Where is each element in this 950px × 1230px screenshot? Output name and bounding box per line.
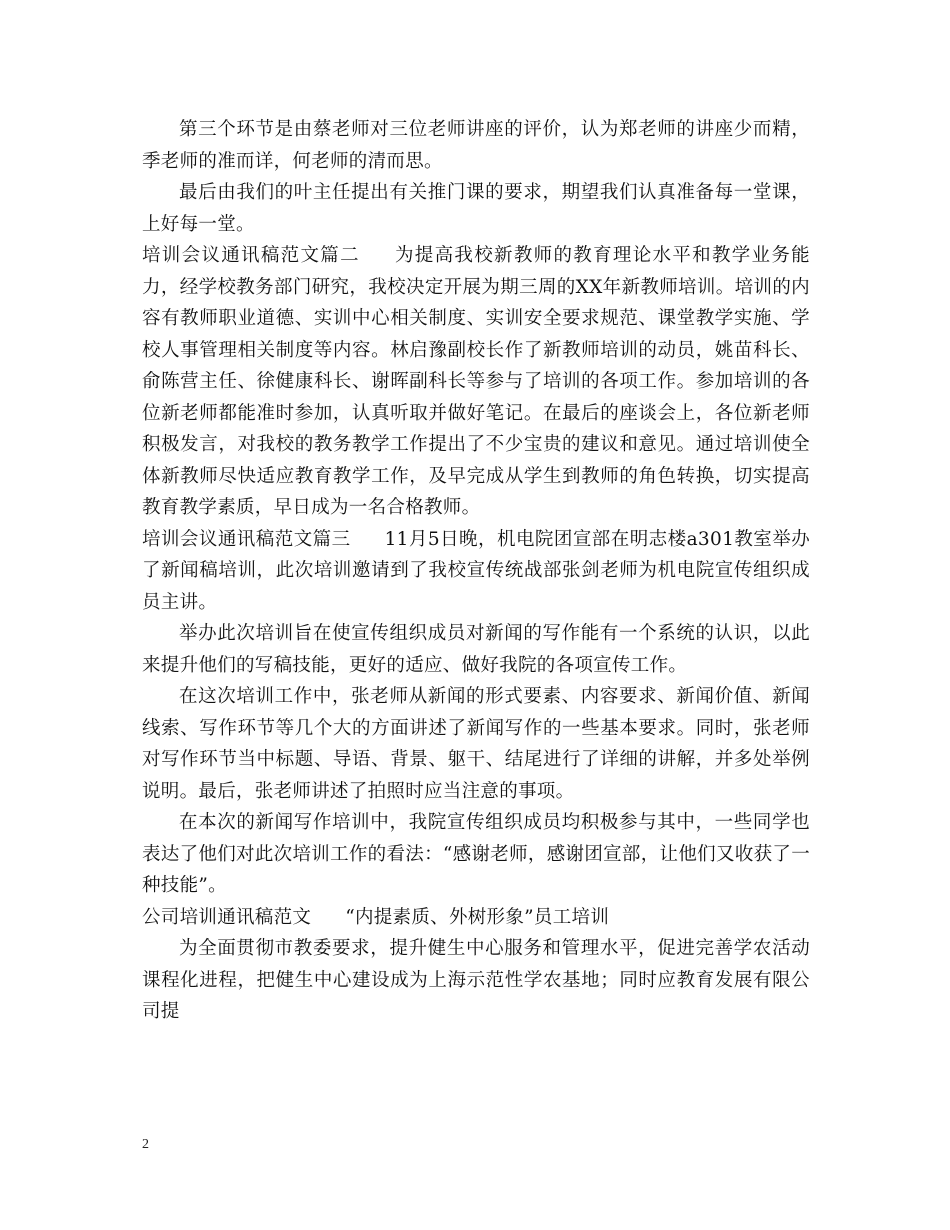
page-body xyxy=(142,114,810,1028)
paragraph: 最后由我们的叶主任提出有关推门课的要求，期望我们认真准备每一堂课，上好每一堂。 xyxy=(142,182,810,235)
paragraph: 在本次的新闻写作培训中，我院宣传组织成员均积极参与其中，一些同学也表达了他们对此次培训工作的看法：“感谢老师，感谢团宣部，让他们又收获了一种技能”。 xyxy=(142,812,810,896)
section-title: 培训会议通讯稿范文篇三 xyxy=(142,528,351,550)
page-number: 2 xyxy=(142,1137,149,1152)
section-text: 11月5日晚，机电院团宣部在明志楼a301教室举办了新闻稿培训，此次培训邀请到了我校宣传统战部张剑老师为机电院宣传组织成员主讲。 xyxy=(142,528,810,613)
section-title: 公司培训通讯稿范文 xyxy=(142,906,312,928)
section-text: “内提素质、外树形象”员工培训 xyxy=(345,906,610,928)
paragraph: 第三个环节是由蔡老师对三位老师讲座的评价，认为郑老师的讲座少而精，季老师的准而详，何老师的清而思。 xyxy=(142,119,810,172)
paragraph: 为全面贯彻市教委要求，提升健生中心服务和管理水平，促进完善学农活动课程化进程，把健生中心建设成为上海示范性学农基地；同时应教育发展有限公司提 xyxy=(142,938,810,1022)
section-paragraph xyxy=(142,240,810,524)
section-text: 为提高我校新教师的教育理论水平和教学业务能力，经学校教务部门研究，我校决定开展为期三周的XX年新教师培训。培训的内容有教师职业道德、实训中心相关制度、实训安全要求规范、课堂教学实施、学校人事管理相关制度等内容。林启豫副校长作了新教师培训的动员，姚苗科长、俞陈营主任、徐健康科长、谢晖副科长等参与了培训的各项工作。参加培训的各位新老师都能准时参加，认真听取并做好笔记。在最后的座谈会上，各位新老师积极发言，对我校的教务教学工作提出了不少宝贵的建议和意见。通过培训使全体新教师尽快适应教育教学工作，及早完成从学生到教师的角色转换，切实提高教育教学素质，早日成为一名合格教师。 xyxy=(142,245,810,518)
section-paragraph xyxy=(142,524,810,619)
paragraph: 在这次培训工作中，张老师从新闻的形式要素、内容要求、新闻价值、新闻线索、写作环节等几个大的方面讲述了新闻写作的一些基本要求。同时，张老师对写作环节当中标题、导语、背景、躯干、结尾进行了详细的讲解，并多处举例说明。最后，张老师讲述了拍照时应当注意的事项。 xyxy=(142,686,810,802)
paragraph: 举办此次培训旨在使宣传组织成员对新闻的写作能有一个系统的认识，以此来提升他们的写稿技能，更好的适应、做好我院的各项宣传工作。 xyxy=(142,623,810,676)
section-title: 培训会议通讯稿范文篇二 xyxy=(142,245,360,266)
section-paragraph xyxy=(142,902,810,934)
